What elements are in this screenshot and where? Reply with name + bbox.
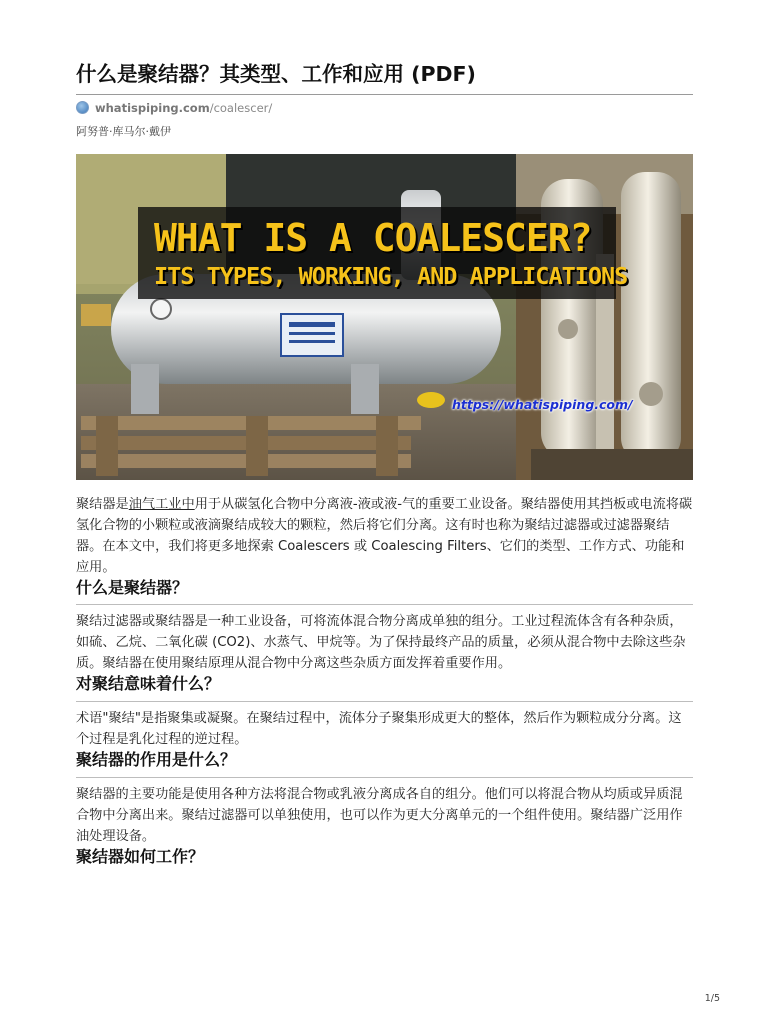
section-heading: 什么是聚结器？ (76, 577, 189, 597)
hero-title: WHAT IS A COALESCER? (154, 215, 592, 260)
section-paragraph: 聚结器的主要功能是使用各种方法将混合物或乳液分离成各自的组分。他们可以将混合物从均质或异质混合物中分离出来。聚结过滤器可以单独使用，也可以作为更大分离单元的一个组件使用。聚结器广泛用作油处理设备。 (76, 787, 683, 845)
globe-icon (76, 101, 89, 114)
section-paragraph: 术语"聚结"是指聚集或凝聚。在聚结过程中，流体分子聚集形成更大的整体，然后作为颗粒成分分离。这个过程是乳化过程的逆过程。 (76, 711, 682, 748)
source-path[interactable]: /coalescer/ (209, 100, 273, 115)
section-divider (76, 604, 693, 605)
author-name: 阿努普·库马尔·戴伊 (76, 124, 171, 138)
source-domain[interactable]: whatispiping.com (95, 100, 210, 115)
page-number: 1/5 (704, 993, 720, 1004)
hero-subtitle: ITS TYPES, WORKING, AND APPLICATIONS (154, 261, 628, 290)
section-paragraph: 聚结过滤器或聚结器是一种工业设备，可将流体混合物分离成单独的组分。工业过程流体含有各种杂质，如硫、乙烷、二氧化碳 (CO2)、水蒸气、甲烷等。为了保持最终产品的质量，必须从混合物中去除这些杂质。聚结器在使用聚结原理从混合物中分离这些杂质方面发挥着重要作用。 (76, 614, 686, 672)
page-title: 什么是聚结器？其类型、工作和应用 (PDF) (76, 62, 476, 86)
document-page (76, 62, 693, 868)
section-divider (76, 777, 693, 778)
intro-paragraph (76, 494, 693, 578)
intro-text-start: 聚结器是 (76, 496, 129, 512)
hero-photo-illustration (76, 154, 693, 480)
hero-url: https://whatispiping.com/ (452, 396, 633, 412)
hero-image (76, 154, 693, 480)
section-heading: 对聚结意味着什么？ (76, 674, 221, 694)
section-heading: 聚结器的作用是什么？ (76, 750, 237, 770)
section-heading: 聚结器如何工作？ (76, 847, 205, 867)
section-divider (76, 701, 693, 702)
title-divider (76, 94, 693, 95)
source-line (76, 101, 693, 115)
oil-gas-link[interactable]: 油气工业中 (128, 496, 195, 512)
intro-text-end: 用于从碳氢化合物中分离液-液或液-气的重要工业设备。聚结器使用其挡板或电流将碳氢化合物的小颗粒或液滴聚结成较大的颗粒，然后将它们分离。这有时也称为聚结过滤器或过滤器聚结器。在本文中，我们将更多地探索 Coalescers 或 Coalescing Filters、它们的类型、工作方式、功能和应用。 (76, 496, 693, 575)
